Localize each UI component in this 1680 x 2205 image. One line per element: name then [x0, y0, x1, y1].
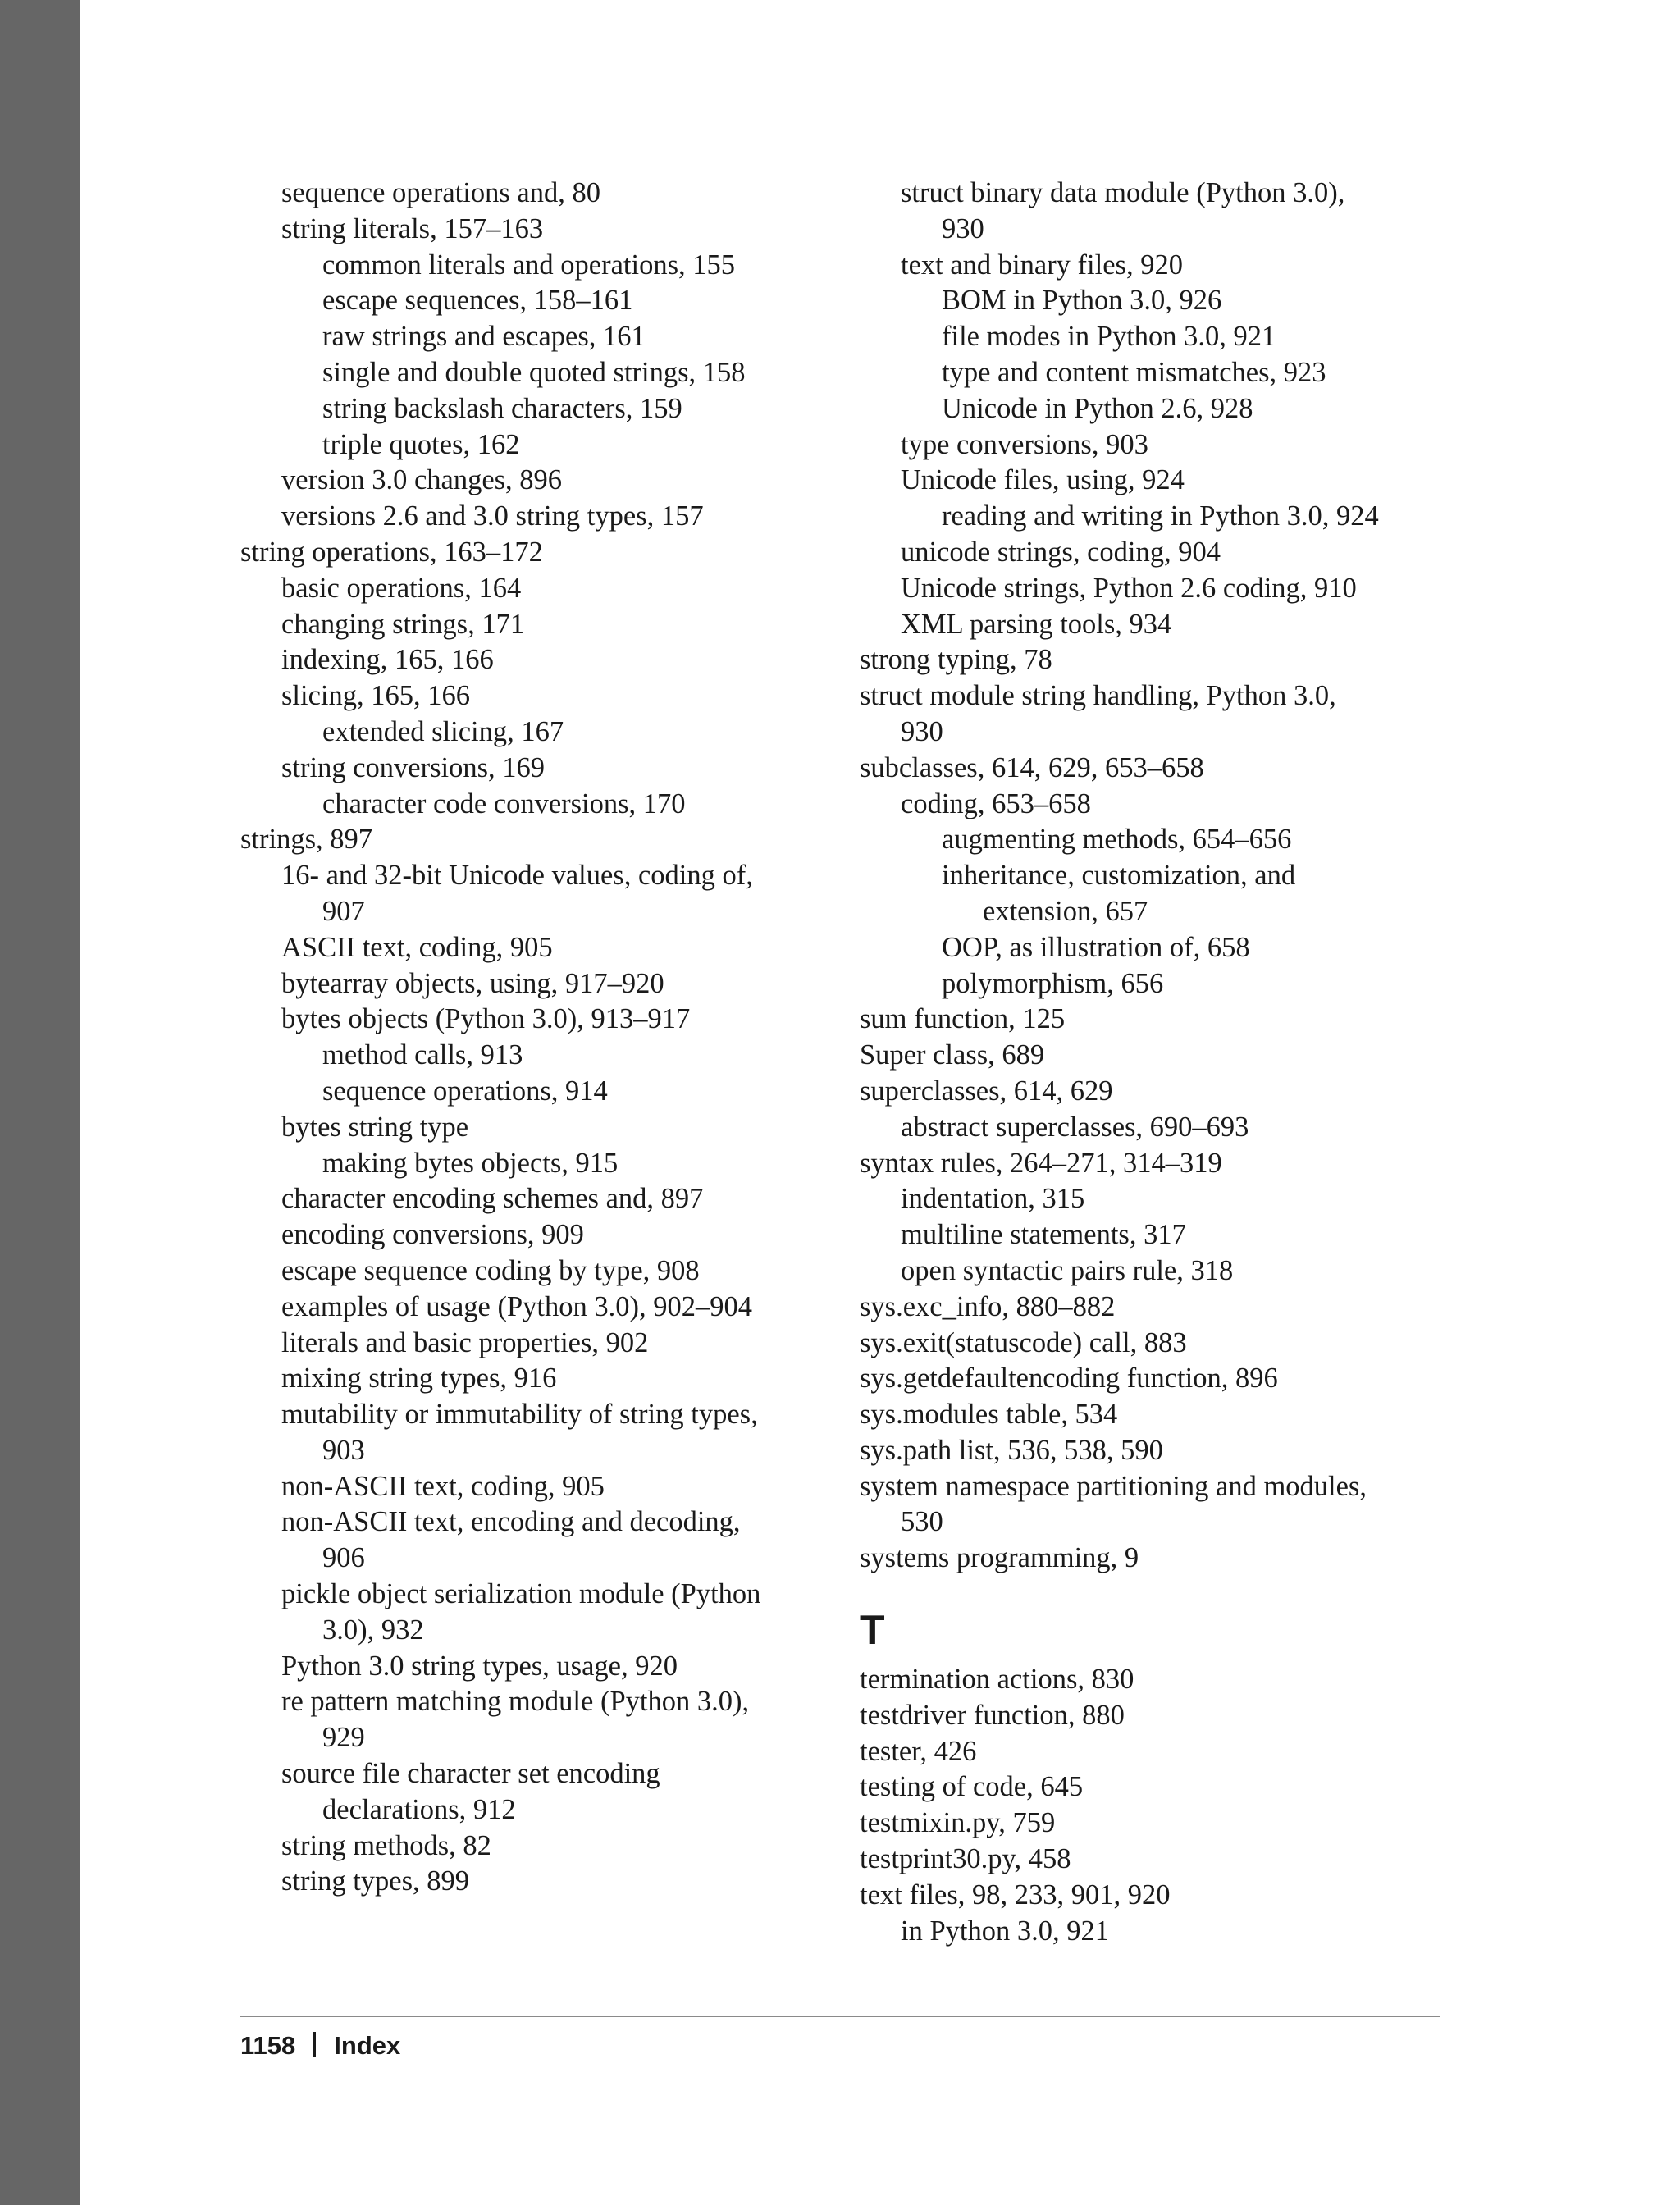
- index-entry: [901, 571, 1459, 607]
- index-entry-text: string conversions, 169: [281, 751, 546, 783]
- index-entry-text: 16- and 32-bit Unicode values, coding of,: [281, 860, 753, 892]
- index-entry-text: versions 2.6 and 3.0 string types, 157: [281, 500, 704, 532]
- index-entry-text: examples of usage (Python 3.0), 902–904: [281, 1290, 752, 1322]
- index-entry-text: coding, 653–658: [901, 788, 1091, 819]
- index-entry-text: indexing, 165, 166: [281, 644, 494, 676]
- index-entry-text: unicode strings, coding, 904: [901, 536, 1221, 568]
- index-entry-text: systems programming, 9: [860, 1542, 1139, 1574]
- index-entry: [860, 1541, 1459, 1577]
- index-entry: [860, 1662, 1459, 1698]
- page-footer: [240, 2029, 400, 2062]
- index-entry: [860, 1469, 1459, 1541]
- index-entry: [281, 751, 831, 787]
- index-entry-text: inheritance, customization, and: [942, 860, 1296, 892]
- index-entry-text: bytes objects (Python 3.0), 913–917: [281, 1003, 691, 1035]
- index-entry-text: sequence operations and, 80: [281, 177, 600, 208]
- index-entry-text: non-ASCII text, encoding and decoding,: [281, 1506, 741, 1538]
- index-entry-text: XML parsing tools, 934: [901, 608, 1172, 640]
- index-entry-text: mutability or immutability of string types,: [281, 1399, 758, 1431]
- index-entry: [281, 966, 831, 1002]
- index-entry-text: augmenting methods, 654–656: [942, 824, 1292, 856]
- index-entry-text: subclasses, 614, 629, 653–658: [860, 751, 1204, 783]
- index-entry-text: indentation, 315: [901, 1183, 1085, 1215]
- index-entry-text: multiline statements, 317: [901, 1219, 1186, 1251]
- index-entry-continuation: 903: [322, 1434, 365, 1466]
- index-entry: [901, 787, 1459, 823]
- index-entry-text: extended slicing, 167: [322, 715, 564, 747]
- index-entry-text: polymorphism, 656: [942, 967, 1164, 999]
- index-entry-text: escape sequences, 158–161: [322, 285, 633, 317]
- index-entry: [281, 1469, 831, 1505]
- index-entry: [281, 1649, 831, 1685]
- index-entry: [901, 176, 1459, 248]
- index-entry-text: string literals, 157–163: [281, 212, 544, 244]
- index-entry-text: string methods, 82: [281, 1829, 491, 1861]
- index-entry-text: character encoding schemes and, 897: [281, 1183, 704, 1215]
- index-entry: [901, 463, 1459, 499]
- index-entry: [322, 319, 831, 355]
- index-entry: [281, 1002, 831, 1038]
- index-entry-text: text files, 98, 233, 901, 920: [860, 1879, 1171, 1911]
- index-entry: [942, 822, 1459, 858]
- index-entry: [322, 283, 831, 319]
- index-entry: [901, 427, 1459, 463]
- index-entry-text: encoding conversions, 909: [281, 1219, 584, 1251]
- index-entry: [942, 355, 1459, 391]
- index-entry-text: sys.getdefaultencoding function, 896: [860, 1363, 1278, 1395]
- footer-rule: [240, 2016, 1440, 2017]
- page-number: 1158: [240, 2031, 296, 2060]
- index-entry: [860, 1146, 1459, 1182]
- index-entry: [860, 1361, 1459, 1397]
- index-entry: [281, 499, 831, 535]
- index-entry: [281, 1577, 831, 1649]
- index-entry-continuation: declarations, 912: [322, 1793, 516, 1825]
- index-entry-text: Unicode in Python 2.6, 928: [942, 392, 1253, 424]
- index-entry-text: testing of code, 645: [860, 1771, 1084, 1803]
- index-entry-text: sys.modules table, 534: [860, 1399, 1118, 1431]
- index-entry: [281, 1756, 831, 1828]
- index-entry-text: sum function, 125: [860, 1003, 1066, 1035]
- index-entry: [860, 1290, 1459, 1326]
- index-entry-text: syntax rules, 264–271, 314–319: [860, 1147, 1222, 1179]
- index-entry-text: mixing string types, 916: [281, 1363, 557, 1395]
- index-entry: [281, 1326, 831, 1362]
- index-entry-text: bytearray objects, using, 917–920: [281, 967, 664, 999]
- index-entry-text: type conversions, 903: [901, 428, 1148, 460]
- index-entry: [942, 499, 1459, 535]
- index-entry: [281, 930, 831, 966]
- index-entry-text: string types, 899: [281, 1865, 470, 1897]
- index-entry-continuation: 929: [322, 1722, 365, 1754]
- index-entry: [860, 1842, 1459, 1878]
- index-entry: [901, 607, 1459, 643]
- left-margin-bar: [0, 0, 80, 2205]
- index-entry-text: Super class, 689: [860, 1039, 1045, 1071]
- index-entry: [860, 1698, 1459, 1734]
- index-entry-continuation: extension, 657: [983, 895, 1148, 927]
- index-entry: [860, 1806, 1459, 1842]
- index-entry-continuation: 930: [942, 212, 984, 244]
- index-entry: [281, 1504, 831, 1577]
- index-entry: [942, 966, 1459, 1002]
- index-entry: [860, 1397, 1459, 1433]
- index-entry-text: in Python 3.0, 921: [901, 1915, 1109, 1947]
- index-entry: [860, 1734, 1459, 1770]
- index-entry-text: OOP, as illustration of, 658: [942, 931, 1250, 963]
- index-entry: [860, 1038, 1459, 1074]
- index-entry: [901, 1110, 1459, 1146]
- index-entry: [322, 248, 831, 284]
- index-entry: [322, 714, 831, 751]
- index-entry: [281, 858, 831, 930]
- index-entry: [860, 1433, 1459, 1469]
- index-entry: [281, 571, 831, 607]
- index-entry: [281, 1828, 831, 1865]
- index-entry: [942, 391, 1459, 427]
- index-entry: [860, 678, 1459, 751]
- index-entry: [281, 1181, 831, 1217]
- index-entry-text: Python 3.0 string types, usage, 920: [281, 1650, 678, 1682]
- index-entry: [860, 1002, 1459, 1038]
- index-entry-text: Unicode strings, Python 2.6 coding, 910: [901, 572, 1357, 604]
- index-entry-text: superclasses, 614, 629: [860, 1075, 1113, 1107]
- index-entry: [322, 391, 831, 427]
- index-entry: [322, 1038, 831, 1074]
- index-entry-text: termination actions, 830: [860, 1664, 1134, 1696]
- index-entry-text: Unicode files, using, 924: [901, 464, 1185, 496]
- index-entry: [860, 1074, 1459, 1110]
- index-entry-text: ASCII text, coding, 905: [281, 931, 553, 963]
- index-entry: [860, 1769, 1459, 1806]
- index-entry-continuation: 3.0), 932: [322, 1614, 424, 1646]
- index-entry-text: method calls, 913: [322, 1039, 523, 1071]
- index-entry: [281, 463, 831, 499]
- index-entry-text: type and content mismatches, 923: [942, 356, 1326, 388]
- index-entry: [901, 248, 1459, 284]
- index-entry-text: file modes in Python 3.0, 921: [942, 321, 1276, 353]
- index-entry-continuation: 907: [322, 895, 365, 927]
- index-entry: [322, 1146, 831, 1182]
- index-entry-text: string operations, 163–172: [240, 536, 543, 568]
- index-column-left: [240, 176, 831, 1900]
- index-entry-text: system namespace partitioning and modules,: [860, 1470, 1367, 1502]
- index-entry: [281, 1253, 831, 1290]
- index-entry: [901, 1181, 1459, 1217]
- index-entry: [240, 535, 831, 571]
- index-entry-text: sys.path list, 536, 538, 590: [860, 1434, 1163, 1466]
- index-entry-text: escape sequence coding by type, 908: [281, 1254, 700, 1286]
- index-entry: [860, 1326, 1459, 1362]
- index-entry: [281, 176, 831, 212]
- index-entry: [322, 787, 831, 823]
- index-entry: [281, 1361, 831, 1397]
- index-entry-text: common literals and operations, 155: [322, 249, 736, 281]
- index-entry-text: BOM in Python 3.0, 926: [942, 285, 1222, 317]
- index-entry-text: reading and writing in Python 3.0, 924: [942, 500, 1379, 532]
- index-entry-text: changing strings, 171: [281, 608, 525, 640]
- index-entry-text: bytes string type: [281, 1111, 469, 1143]
- index-entry-text: character code conversions, 170: [322, 788, 686, 819]
- index-entry-text: basic operations, 164: [281, 572, 522, 604]
- index-entry-text: literals and basic properties, 902: [281, 1326, 649, 1358]
- index-entry-text: version 3.0 changes, 896: [281, 464, 563, 496]
- index-entry-text: re pattern matching module (Python 3.0),: [281, 1686, 750, 1718]
- index-entry-text: pickle object serialization module (Python: [281, 1578, 761, 1610]
- index-entry: [860, 1878, 1459, 1914]
- index-entry: [901, 1253, 1459, 1290]
- index-entry-text: source file character set encoding: [281, 1758, 660, 1790]
- index-entry-text: struct binary data module (Python 3.0),: [901, 177, 1345, 208]
- index-entry-text: sys.exit(statuscode) call, 883: [860, 1326, 1187, 1358]
- index-entry-text: sequence operations, 914: [322, 1075, 608, 1107]
- index-entry-text: triple quotes, 162: [322, 428, 520, 460]
- index-entry-text: tester, 426: [860, 1735, 977, 1767]
- index-entry-text: testprint30.py, 458: [860, 1843, 1071, 1875]
- index-entry-text: struct module string handling, Python 3.0,: [860, 680, 1336, 712]
- index-entry: [901, 1914, 1459, 1950]
- index-entry-text: slicing, 165, 166: [281, 680, 470, 712]
- index-entry: [281, 1290, 831, 1326]
- index-entry: [281, 678, 831, 714]
- index-entry: [281, 1110, 831, 1146]
- index-entry: [281, 1684, 831, 1756]
- index-entry: [942, 283, 1459, 319]
- index-entry-text: testdriver function, 880: [860, 1699, 1125, 1731]
- index-entry: [901, 1217, 1459, 1253]
- index-entry: [281, 1217, 831, 1253]
- index-entry: [281, 1864, 831, 1900]
- index-entry: [281, 212, 831, 248]
- footer-separator: [313, 2032, 316, 2057]
- index-entry-text: raw strings and escapes, 161: [322, 321, 646, 353]
- index-entry-text: open syntactic pairs rule, 318: [901, 1254, 1234, 1286]
- index-entry-text: string backslash characters, 159: [322, 392, 682, 424]
- index-entry: [901, 535, 1459, 571]
- index-entry-text: single and double quoted strings, 158: [322, 356, 746, 388]
- index-entry-text: abstract superclasses, 690–693: [901, 1111, 1249, 1143]
- index-entry-continuation: 530: [901, 1506, 943, 1538]
- index-section-letter: T: [860, 1607, 885, 1654]
- section-name: Index: [334, 2031, 401, 2060]
- index-entry: [942, 930, 1459, 966]
- index-entry-text: making bytes objects, 915: [322, 1147, 619, 1179]
- index-entry-continuation: 906: [322, 1542, 365, 1574]
- index-entry-text: text and binary files, 920: [901, 249, 1183, 281]
- index-entry: [860, 642, 1459, 678]
- index-entry-text: strong typing, 78: [860, 644, 1052, 676]
- index-entry: [322, 355, 831, 391]
- index-entry-text: sys.exc_info, 880–882: [860, 1290, 1116, 1322]
- index-column-right: [860, 176, 1459, 1949]
- index-entry-text: non-ASCII text, coding, 905: [281, 1470, 605, 1502]
- index-entry-text: testmixin.py, 759: [860, 1807, 1056, 1839]
- index-entry: [322, 1074, 831, 1110]
- index-entry: [942, 319, 1459, 355]
- index-entry-continuation: 930: [901, 715, 943, 747]
- index-entry: [860, 751, 1459, 787]
- index-entry: [240, 822, 831, 858]
- index-entry: [281, 1397, 831, 1469]
- index-entry: [281, 642, 831, 678]
- index-entry-text: strings, 897: [240, 824, 373, 856]
- index-entry: [942, 858, 1459, 930]
- index-entry: [281, 607, 831, 643]
- index-entry: [322, 427, 831, 463]
